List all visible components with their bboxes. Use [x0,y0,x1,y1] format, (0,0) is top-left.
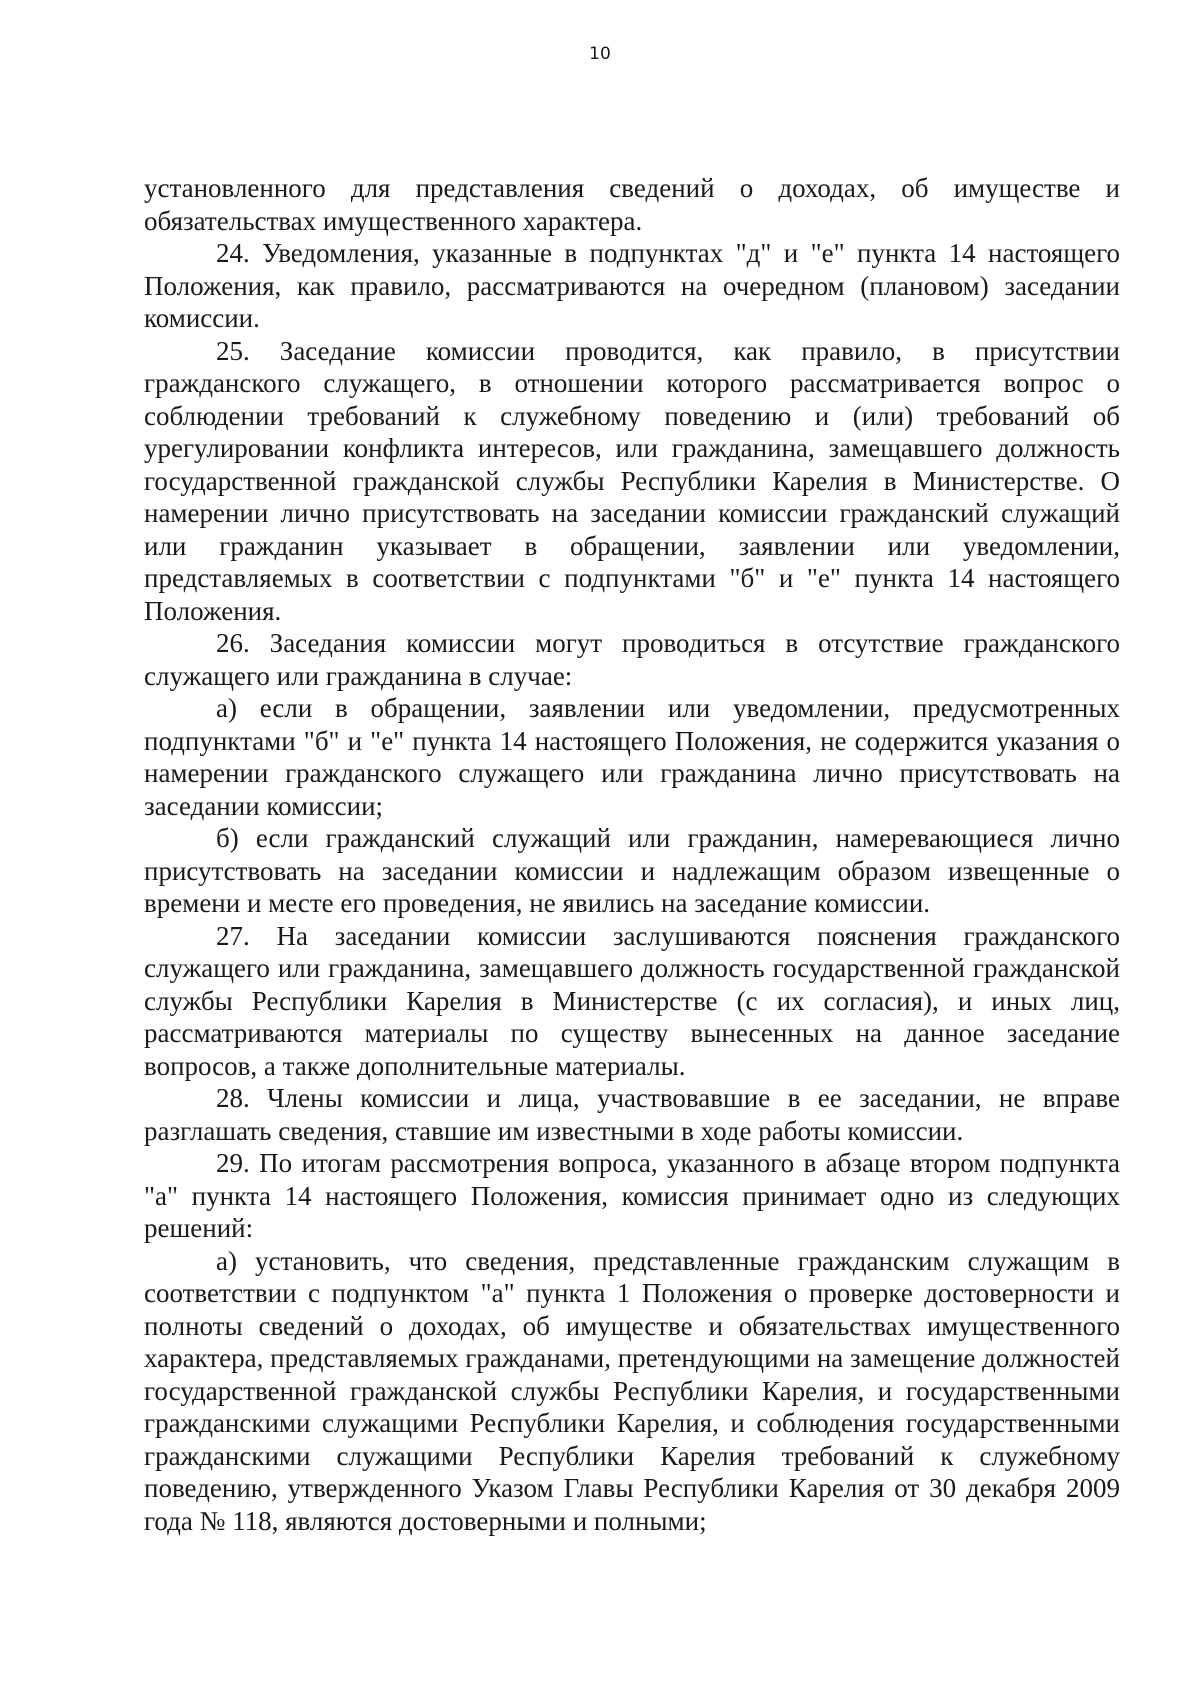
paragraph-24: 24. Уведомления, указанные в подпунктах "д" и "е" пункта 14 настоящего Положения, как правило, рассматриваются на очередном (плановом) заседании комиссии. [144,238,1120,333]
document-body [144,172,1120,1537]
paragraph-26-b: б) если гражданский служащий или гражданин, намеревающиеся лично присутствовать на заседании комиссии и надлежащим образом извещенные о времени и месте его проведения, не явились на заседание комиссии. [144,823,1120,918]
paragraph-27: 27. На заседании комиссии заслушиваются пояснения гражданского служащего или гражданина, замещавшего должность государственной гражданской службы Республики Карелия в Министерстве (с их согласия), и иных лиц, рассматриваются материалы по существу вынесенных на данное заседание вопросов, а также дополнительные материалы. [144,920,1120,1081]
paragraph-26-a: а) если в обращении, заявлении или уведомлении, предусмотренных подпунктами "б" и "е" пункта 14 настоящего Положения, не содержится указания о намерении гражданского служащего или гражданина лично присутствовать на заседании комиссии; [144,693,1120,821]
paragraph-continuation: установленного для представления сведений о доходах, об имуществе и обязательствах имущественного характера. [144,173,1120,236]
paragraph-25: 25. Заседание комиссии проводится, как правило, в присутствии гражданского служащего, в отношении которого рассматривается вопрос о соблюдении требований к служебному поведению и (или) требований об урегулировании конфликта интересов, или гражданина, замещавшего должность государственной гражданской службы Республики Карелия в Министерстве. О намерении лично присутствовать на заседании комиссии гражданский служащий или гражданин указывает в обращении, заявлении или уведомлении, представляемых в соответствии с подпунктами "б" и "е" пункта 14 настоящего Положения. [144,335,1120,626]
page-number: 10 [589,44,611,64]
paragraph-29-a: а) установить, что сведения, представленные гражданским служащим в соответствии с подпунктом "а" пункта 1 Положения о проверке достоверности и полноты сведений о доходах, об имуществе и обязательствах имущественного характера, представляемых гражданами, претендующими на замещение должностей государственной гражданской службы Республики Карелия, и государственными гражданскими служащими Республики Карелия, и соблюдения государственными гражданскими служащими Республики Карелия требований к служебному поведению, утвержденного Указом Главы Республики Карелия от 30 декабря 2009 года № 118, являются достоверными и полными; [144,1245,1120,1536]
paragraph-26: 26. Заседания комиссии могут проводиться в отсутствие гражданского служащего или гражданина в случае: [144,628,1120,691]
paragraph-29: 29. По итогам рассмотрения вопроса, указанного в абзаце втором подпункта "а" пункта 14 настоящего Положения, комиссия принимает одно из следующих решений: [144,1148,1120,1243]
paragraph-28: 28. Члены комиссии и лица, участвовавшие в ее заседании, не вправе разглашать сведения, ставшие им известными в ходе работы комиссии. [144,1083,1120,1146]
